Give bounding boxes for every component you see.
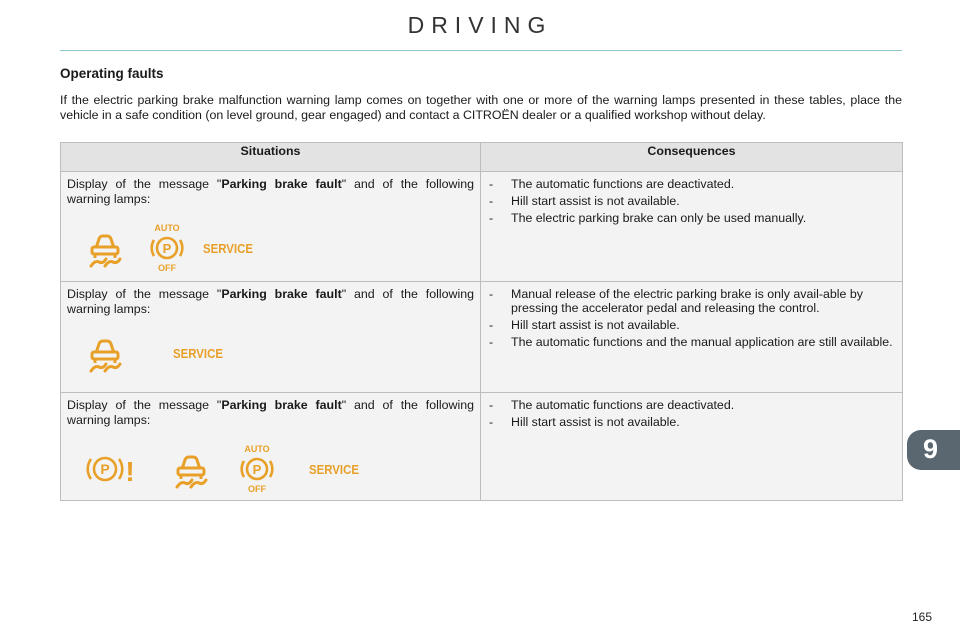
situation-text-prefix: Display of the message ": [67, 177, 222, 191]
warning-lamps: [67, 223, 474, 276]
bullet-dash: -: [489, 211, 494, 225]
page-number: 165: [912, 610, 933, 624]
column-header-situations: Situations: [61, 143, 481, 172]
consequence-text: The automatic functions are deactivated.: [511, 177, 735, 191]
situation-cell: [61, 172, 481, 282]
service-icon: [173, 345, 225, 364]
consequence-text: The automatic functions and the manual application are still available.: [511, 335, 893, 349]
situation-text-suffix: " and of the following warning lamps:: [67, 287, 474, 316]
warning-lamps: [67, 333, 474, 376]
operating-faults-table: [60, 142, 903, 501]
table-row: [61, 172, 903, 282]
list-item: [487, 211, 896, 225]
consequences-cell: [481, 393, 903, 501]
bullet-dash: -: [489, 398, 494, 412]
list-item: [487, 415, 896, 429]
situation-text: [67, 398, 474, 428]
list-item: [487, 318, 896, 332]
svg-text:AUTO: AUTO: [244, 444, 270, 454]
svg-text:AUTO: AUTO: [154, 223, 180, 233]
fault-message-name: Parking brake fault: [221, 177, 342, 191]
service-icon: [309, 461, 361, 480]
situation-text-suffix: " and of the following warning lamps:: [67, 177, 474, 206]
header-rule: [60, 50, 902, 51]
fault-message-name: Parking brake fault: [221, 398, 342, 412]
situation-text: [67, 177, 474, 207]
list-item: [487, 335, 896, 349]
auto-parking-brake-off-icon: [147, 223, 187, 276]
consequence-text: Hill start assist is not available.: [511, 194, 680, 208]
chapter-number: 9: [923, 434, 939, 464]
situation-cell: [61, 393, 481, 501]
bullet-dash: -: [489, 177, 494, 191]
consequence-text: Hill start assist is not available.: [511, 318, 680, 332]
svg-text:SERVICE: SERVICE: [203, 241, 254, 256]
table-row: [61, 393, 903, 501]
situation-text: [67, 287, 474, 317]
consequence-text: Hill start assist is not available.: [511, 415, 680, 429]
table-row: [61, 282, 903, 393]
fault-message-name: Parking brake fault: [221, 287, 342, 301]
list-item: [487, 398, 896, 412]
svg-text:!: !: [125, 456, 135, 487]
bullet-dash: -: [489, 287, 494, 301]
situation-text-prefix: Display of the message ": [67, 398, 222, 412]
consequences-cell: [481, 172, 903, 282]
svg-text:P: P: [162, 241, 172, 256]
consequence-list: [487, 287, 896, 349]
svg-text:OFF: OFF: [158, 263, 176, 273]
svg-text:SERVICE: SERVICE: [309, 462, 360, 477]
warning-lamps: [67, 444, 474, 497]
consequence-text: The electric parking brake can only be used manually.: [511, 211, 807, 225]
stability-control-icon: [85, 228, 125, 271]
consequences-cell: [481, 282, 903, 393]
chapter-tab[interactable]: [907, 430, 960, 470]
stability-control-icon: [171, 449, 211, 492]
svg-text:P: P: [100, 461, 110, 477]
section-title: Operating faults: [60, 66, 164, 81]
consequence-text: The automatic functions are deactivated.: [511, 398, 735, 412]
list-item: [487, 194, 896, 208]
bullet-dash: -: [489, 318, 494, 332]
bullet-dash: -: [489, 415, 494, 429]
svg-text:SERVICE: SERVICE: [173, 346, 224, 361]
auto-parking-brake-off-icon: [237, 444, 277, 497]
situation-text-suffix: " and of the following warning lamps:: [67, 398, 474, 427]
stability-control-icon: [85, 333, 125, 376]
bullet-dash: -: [489, 194, 494, 208]
situation-text-prefix: Display of the message ": [67, 287, 222, 301]
list-item: [487, 287, 896, 315]
service-icon: [203, 240, 255, 259]
column-header-consequences: Consequences: [481, 143, 903, 172]
header-title: DRIVING: [407, 12, 553, 38]
consequence-list: [487, 398, 896, 429]
consequence-text: Manual release of the electric parking brake is only avail-able by pressing the accelerator pedal and releasing the control.: [511, 287, 863, 315]
parking-brake-fault-icon: [85, 451, 135, 490]
table-header-row: [61, 143, 903, 172]
svg-text:P: P: [252, 462, 262, 477]
svg-text:OFF: OFF: [248, 484, 266, 494]
situation-cell: [61, 282, 481, 393]
bullet-dash: -: [489, 335, 494, 349]
intro-paragraph: If the electric parking brake malfunction warning lamp comes on together with one or more of the warning lamps presented in these tables, place the vehicle in a safe condition (on level ground, gear engaged) and contact a CITROËN dealer or a qualified workshop without delay.: [60, 93, 902, 122]
consequence-list: [487, 177, 896, 225]
list-item: [487, 177, 896, 191]
